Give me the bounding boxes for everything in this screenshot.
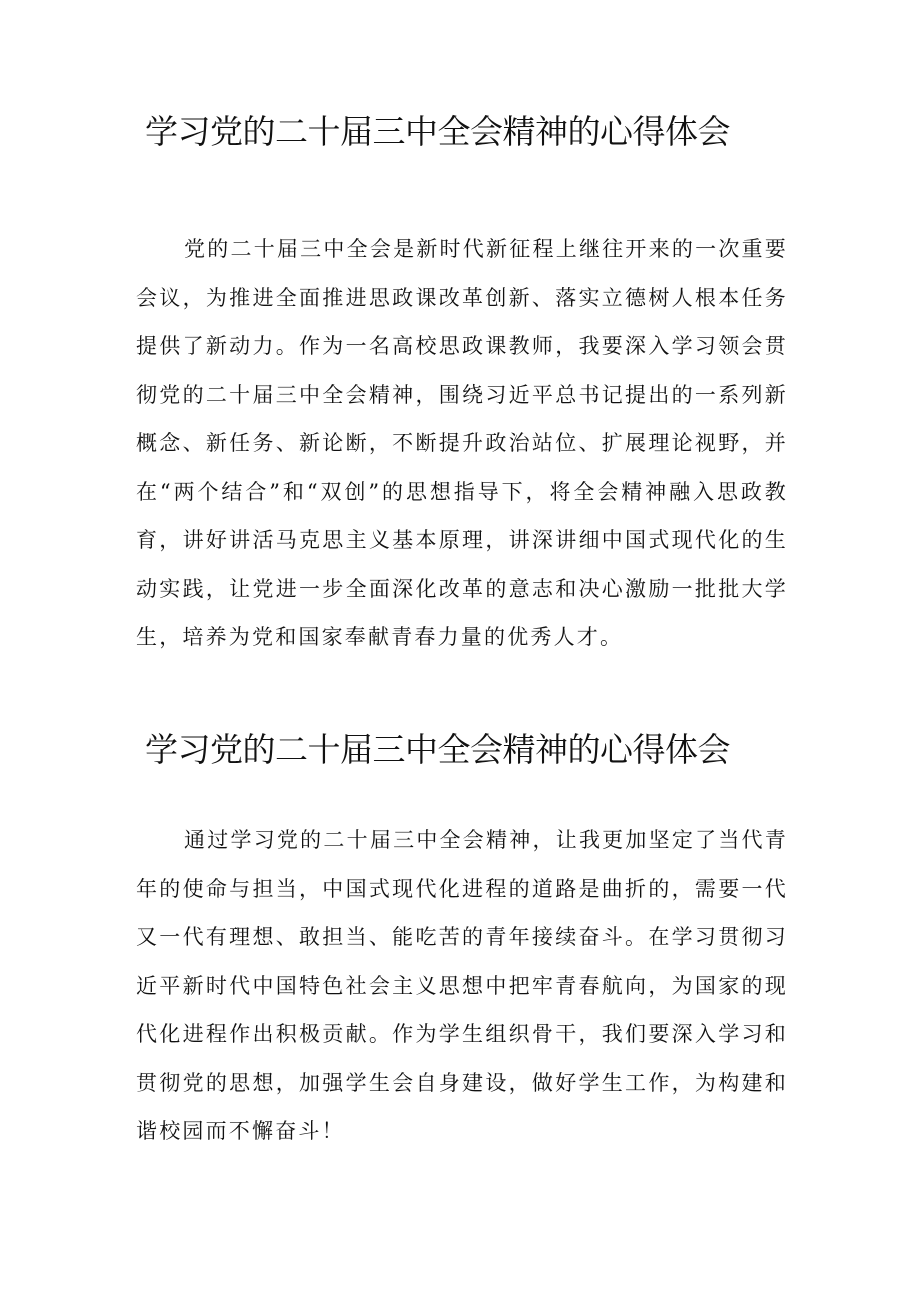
section-1-title: 学习党的二十届三中全会精神的心得体会 (145, 112, 730, 151)
section-2-title: 学习党的二十届三中全会精神的心得体会 (145, 730, 730, 769)
section-1-body: 党的二十届三中全会是新时代新征程上继往开来的一次重要会议，为推进全面推进思政课改革创新、落实立德树人根本任务提供了新动力。作为一名高校思政课教师，我要深入学习领会贯彻党的二十届三中全会精神，围绕习近平总书记提出的一系列新概念、新任务、新论断，不断提升政治站位、扩展理论视野，并在“两个结合”和“双创”的思想指导下，将全会精神融入思政教育，讲好讲活马克思主义基本原理，讲深讲细中国式现代化的生动实践，让党进一步全面深化改革的意志和决心激励一批批大学生，培养为党和国家奉献青春力量的优秀人才。 (136, 237, 788, 649)
section-2-body: 通过学习党的二十届三中全会精神，让我更加坚定了当代青年的使命与担当，中国式现代化进程的道路是曲折的，需要一代又一代有理想、敢担当、能吃苦的青年接续奋斗。在学习贯彻习近平新时代中国特色社会主义思想中把牢青春航向，为国家的现代化进程作出积极贡献。作为学生组织骨干，我们要深入学习和贯彻党的思想，加强学生会自身建设，做好学生工作，为构建和谐校园而不懈奋斗！ (136, 828, 788, 1143)
